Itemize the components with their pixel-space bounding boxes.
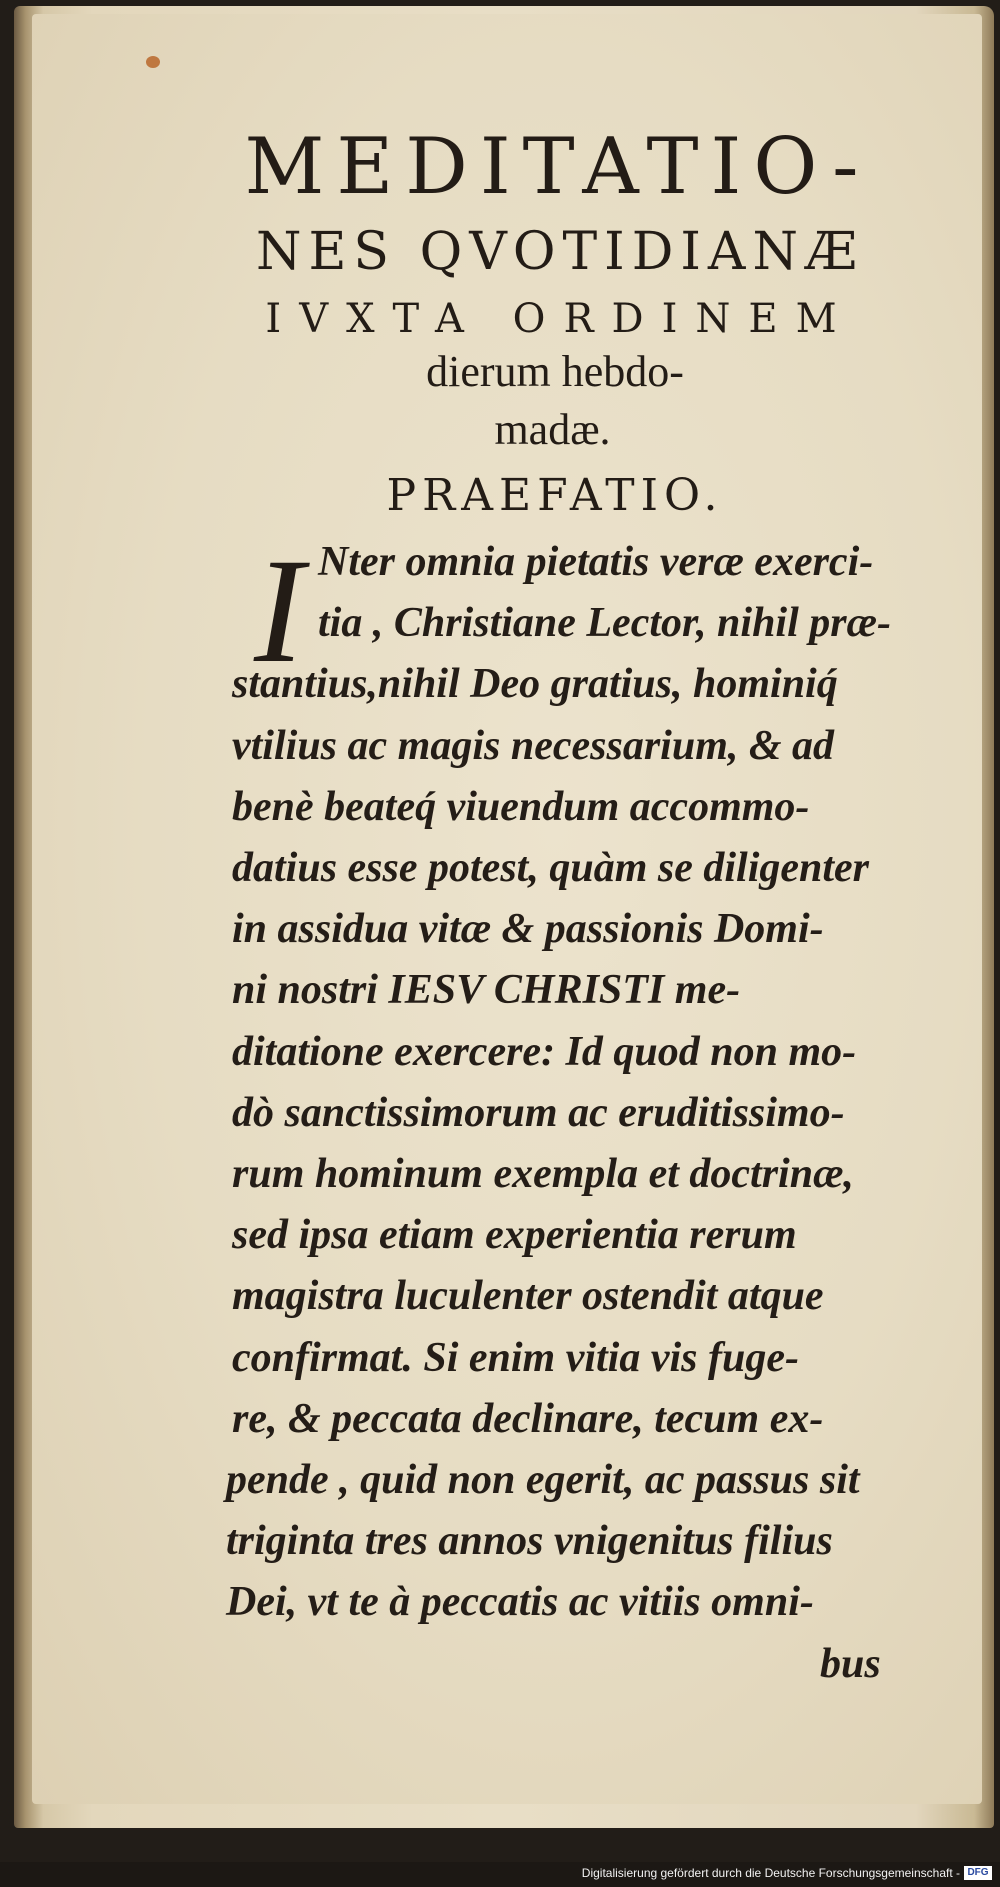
title-line-2: NES QVOTIDIANÆ — [255, 222, 865, 282]
body-line: Nter omnia pietatis veræ exerci- — [318, 539, 874, 585]
body-line: stantius,nihil Deo gratius, hominiq́ — [232, 661, 838, 708]
body-line: re, & peccata declinare, tecum ex- — [232, 1395, 824, 1442]
body-line: bus — [820, 1640, 881, 1687]
body-line: in assidua vitæ & passionis Domi- — [232, 906, 824, 953]
body-line: confirmat. Si enim vitia vis fuge- — [232, 1334, 799, 1381]
body-line: dò sanctissimorum ac eruditissimo- — [232, 1089, 845, 1136]
body-line: magistra luculenter ostendit atque — [232, 1273, 824, 1320]
title-line-1: MEDITATIO- — [244, 122, 871, 212]
body-line: triginta tres annos vnigenitus filius — [226, 1518, 833, 1565]
body-line: ditatione exercere: Id quod non mo- — [232, 1028, 857, 1075]
body-line: benè beateq́ viuendum accommo- — [232, 783, 810, 830]
body-line: pende , quid non egerit, ac passus sit — [226, 1457, 860, 1503]
body-line: Dei, vt te à peccatis ac vitiis omni- — [226, 1579, 814, 1626]
footer-credit: Digitalisierung gefördert durch die Deutsche Forschungsgemeinschaft - — [581, 1866, 960, 1880]
body-line: vtilius ac magis necessarium, & ad — [232, 722, 835, 769]
body-line: tia , Christiane Lector, nihil præ- — [318, 600, 891, 647]
stain-spot — [146, 56, 160, 68]
body-line: rum hominum exempla et doctrinæ, — [232, 1151, 854, 1197]
title-line-4: dierum hebdo- — [426, 347, 684, 396]
body-line: datius esse potest, quàm se diligenter — [232, 845, 870, 891]
title-line-5: madæ. — [494, 405, 611, 454]
drop-cap: I — [254, 528, 304, 694]
section-heading: PRAEFATIO. — [386, 470, 724, 521]
title-line-3: IVXTA ORDINEM — [265, 296, 855, 342]
body-line: ni nostri IESV CHRISTI me- — [232, 967, 741, 1014]
dfg-logo: DFG — [964, 1866, 992, 1880]
body-line: sed ipsa etiam experientia rerum — [232, 1212, 797, 1259]
